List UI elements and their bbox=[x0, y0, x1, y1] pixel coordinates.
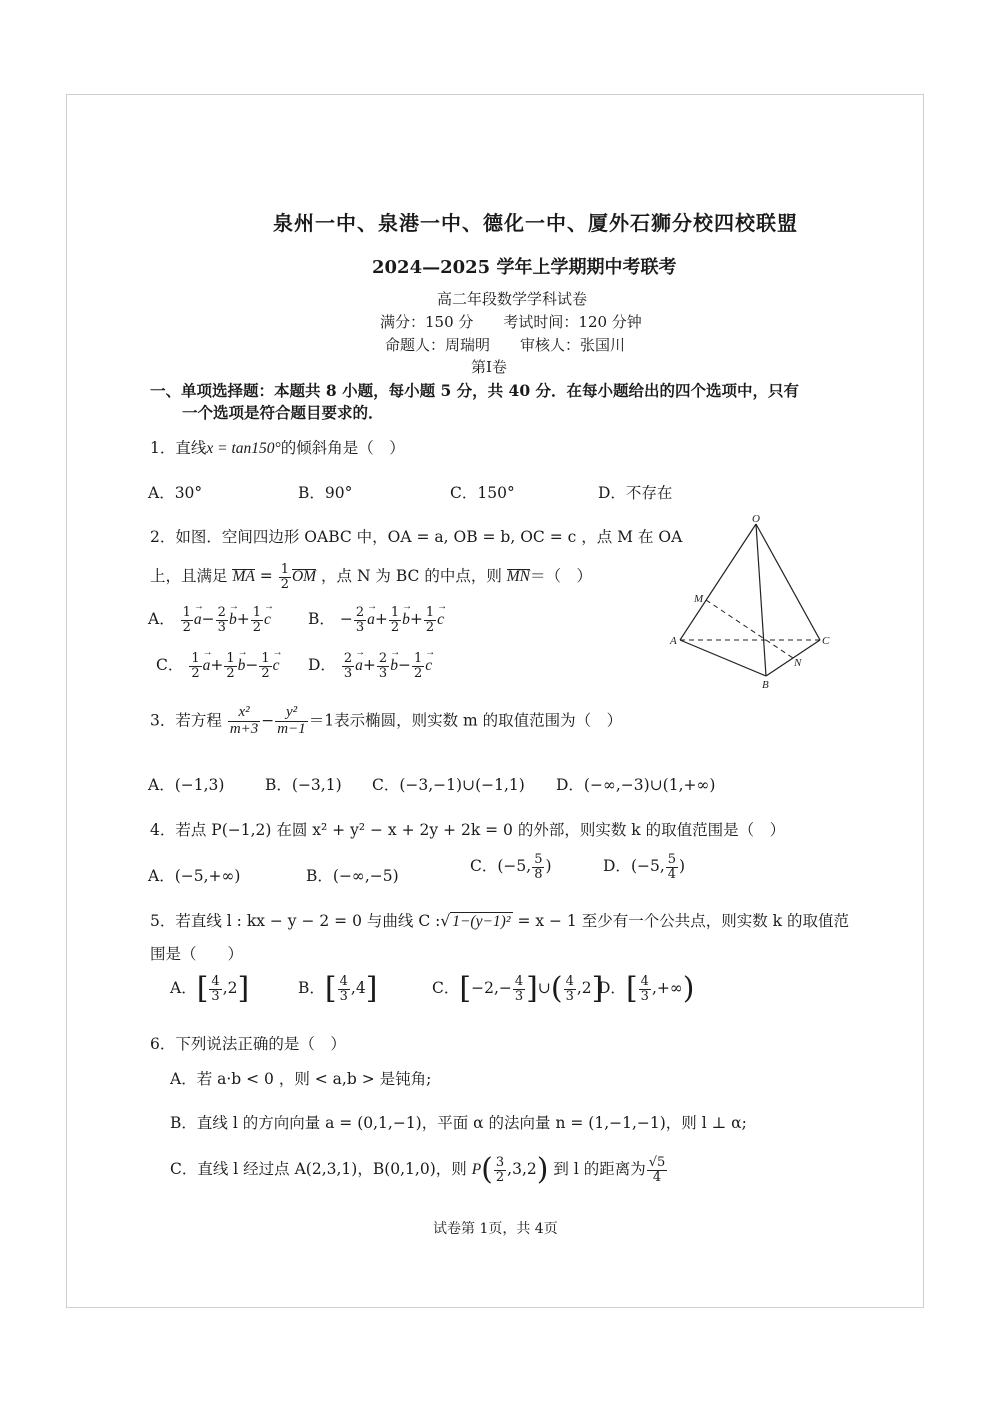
q4-option-a: A．(−5,+∞) bbox=[148, 867, 241, 885]
q5-b-label: B． bbox=[298, 979, 325, 997]
q1-option-d: D．不存在 bbox=[598, 484, 673, 502]
section-title-line1: 一、单项选择题：本题共 8 小题，每小题 5 分，共 40 分．在每小题给出的四个选项中，只有 bbox=[150, 381, 800, 400]
q2-c-label: C． bbox=[156, 656, 184, 675]
q3-post: ＝1表示椭圆，则实数 m 的取值范围为（ ） bbox=[308, 711, 623, 730]
q2-line1: 2．如图．空间四边形 OABC 中，OA = a, OB = b, OC = c ，点 M 在 OA bbox=[150, 528, 683, 546]
q5-a-label: A． bbox=[170, 979, 197, 997]
q5-line2: 围是（ ） bbox=[150, 945, 244, 963]
q6-c-pre: C．直线 l 经过点 A(2,3,1)，B(0,1,0)，则 bbox=[170, 1160, 467, 1178]
authors-line: 命题人：周瑞明 审核人：张国川 bbox=[385, 336, 626, 354]
subject-line: 高二年段数学学科试卷 bbox=[437, 290, 588, 308]
q4-option-c: C．(−5, $\frac{5}{8}$ ) bbox=[470, 852, 552, 882]
q5-option-c: C．[−2,− $\frac{4}{3}$ ]∪( $\frac{4}{3}$ ,2] bbox=[432, 971, 604, 1006]
q5-option-a: A．[ $\frac{4}{3}$ ,2] bbox=[170, 971, 250, 1006]
q5-d-label: D． bbox=[598, 979, 626, 997]
q2-option-c: C． $\frac{1}{2}$ a →+ $\frac{1}{2}$ b →− $\frac{1}{2}$ c → bbox=[156, 652, 280, 680]
q2-option-d: D． $\frac{2}{3}$ a →+ $\frac{2}{3}$ b →− $\frac{1}{2}$ c → bbox=[308, 652, 432, 680]
q6-option-c: C．直线 l 经过点 A(2,3,1)，B(0,1,0)，则 P( $\frac{3}{2}$ ,3,2) 到 l 的距离为 $\frac{√5}{4}$ bbox=[170, 1152, 666, 1187]
q3-option-b: B．(−3,1) bbox=[265, 776, 342, 794]
q2-d-label: D． bbox=[308, 656, 336, 675]
q2-option-a: A． $\frac{1}{2}$ a →− $\frac{2}{3}$ b →+ $\frac{1}{2}$ c → bbox=[148, 606, 271, 634]
q1-number: 1． bbox=[150, 439, 176, 457]
q2-line2: 上，且满足 MA = $\frac{1}{2}$ OM ，点 N 为 BC 的中点，则 MN＝（ ） bbox=[150, 562, 593, 592]
q4-option-b: B．(−∞,−5) bbox=[306, 867, 399, 885]
q5-option-d: D．[ $\frac{4}{3}$ ,+∞) bbox=[598, 971, 695, 1006]
q6-stem: 6．下列说法正确的是（ ） bbox=[150, 1035, 346, 1053]
q1-pre: 直线 bbox=[175, 439, 207, 457]
q2-line2-pre: 上，且满足 bbox=[150, 567, 228, 586]
q1-option-a: A．30° bbox=[148, 484, 203, 502]
question-4: 4．若点 P(−1,2) 在圆 x² + y² − x + 2y + 2k = 0 的外部，则实数 k 的取值范围是（ ） bbox=[150, 821, 786, 839]
section-title-line2: 一个选项是符合题目要求的． bbox=[182, 403, 384, 422]
label-O: O bbox=[752, 513, 760, 525]
q2-a-label: A． bbox=[148, 610, 175, 629]
tetrahedron-figure bbox=[668, 512, 838, 692]
q1-option-c: C．150° bbox=[450, 484, 515, 502]
q6-option-a: A．若 a·b < 0 ，则 < a,b > 是钝角; bbox=[170, 1070, 432, 1088]
q1-post: 的倾斜角是（ ） bbox=[280, 439, 405, 457]
q6-option-b: B．直线 l 的方向向量 a = (0,1,−1)，平面 α 的法向量 n = (1,−1,−1)，则 l ⊥ α; bbox=[170, 1114, 747, 1132]
q4-c-label: C． bbox=[470, 857, 498, 876]
q5-line1-post: = x − 1 至少有一个公共点，则实数 k 的取值范 bbox=[517, 912, 849, 930]
label-C: C bbox=[822, 635, 830, 647]
q2-option-b: B． − $\frac{2}{3}$ a →+ $\frac{1}{2}$ b →+ $\frac{1}{2}$ c → bbox=[308, 606, 444, 634]
q1-expr: x = tan150° bbox=[206, 440, 281, 457]
page-footer: 试卷第 1页，共 4页 bbox=[433, 1221, 558, 1237]
q4-option-d: D．(−5, $\frac{5}{4}$ ) bbox=[603, 852, 686, 882]
score-time-line: 满分：150 分 考试时间：120 分钟 bbox=[380, 313, 642, 331]
q3-pre: 3．若方程 bbox=[150, 711, 222, 730]
label-A: A bbox=[670, 635, 677, 647]
label-N: N bbox=[794, 657, 802, 669]
q2-line2-end: ＝（ ） bbox=[530, 567, 593, 586]
schools-title: 泉州一中、泉港一中、德化一中、厦外石狮分校四校联盟 bbox=[273, 211, 798, 235]
q3-option-d: D．(−∞,−3)∪(1,+∞) bbox=[556, 776, 716, 794]
q1-option-b: B．90° bbox=[298, 484, 353, 502]
q5-line1: 5．若直线 l : kx − y − 2 = 0 与曲线 C :√ 1−(y−1)² = x − 1 至少有一个公共点，则实数 k 的取值范 bbox=[150, 912, 849, 930]
label-B: B bbox=[762, 679, 769, 691]
q5-option-b: B．[ $\frac{4}{3}$ ,4] bbox=[298, 971, 378, 1006]
q4-d-label: D． bbox=[603, 857, 631, 876]
question-1 bbox=[150, 436, 405, 458]
exam-title: 2024—2025 学年上学期期中考联考 bbox=[372, 257, 677, 278]
q6-c-post: 到 l 的距离为 bbox=[553, 1160, 646, 1178]
question-3: 3．若方程 $\frac{\text{x²}}{m+3}$ − $\frac{\text{y²}}{m-1}$ ＝1表示椭圆，则实数 m 的取值范围为（ ） bbox=[150, 704, 623, 737]
q2-b-label: B． bbox=[308, 610, 335, 629]
q3-option-c: C．(−3,−1)∪(−1,1) bbox=[372, 776, 525, 794]
label-M: M bbox=[694, 593, 704, 605]
q5-c-label: C． bbox=[432, 979, 460, 997]
volume-label: 第Ⅰ卷 bbox=[471, 358, 507, 376]
q3-option-a: A．(−1,3) bbox=[148, 776, 225, 794]
q2-line2-post: ，点 N 为 BC 的中点，则 bbox=[321, 567, 502, 586]
q5-line1-pre: 5．若直线 l : kx − y − 2 = 0 与曲线 C : bbox=[150, 912, 441, 930]
